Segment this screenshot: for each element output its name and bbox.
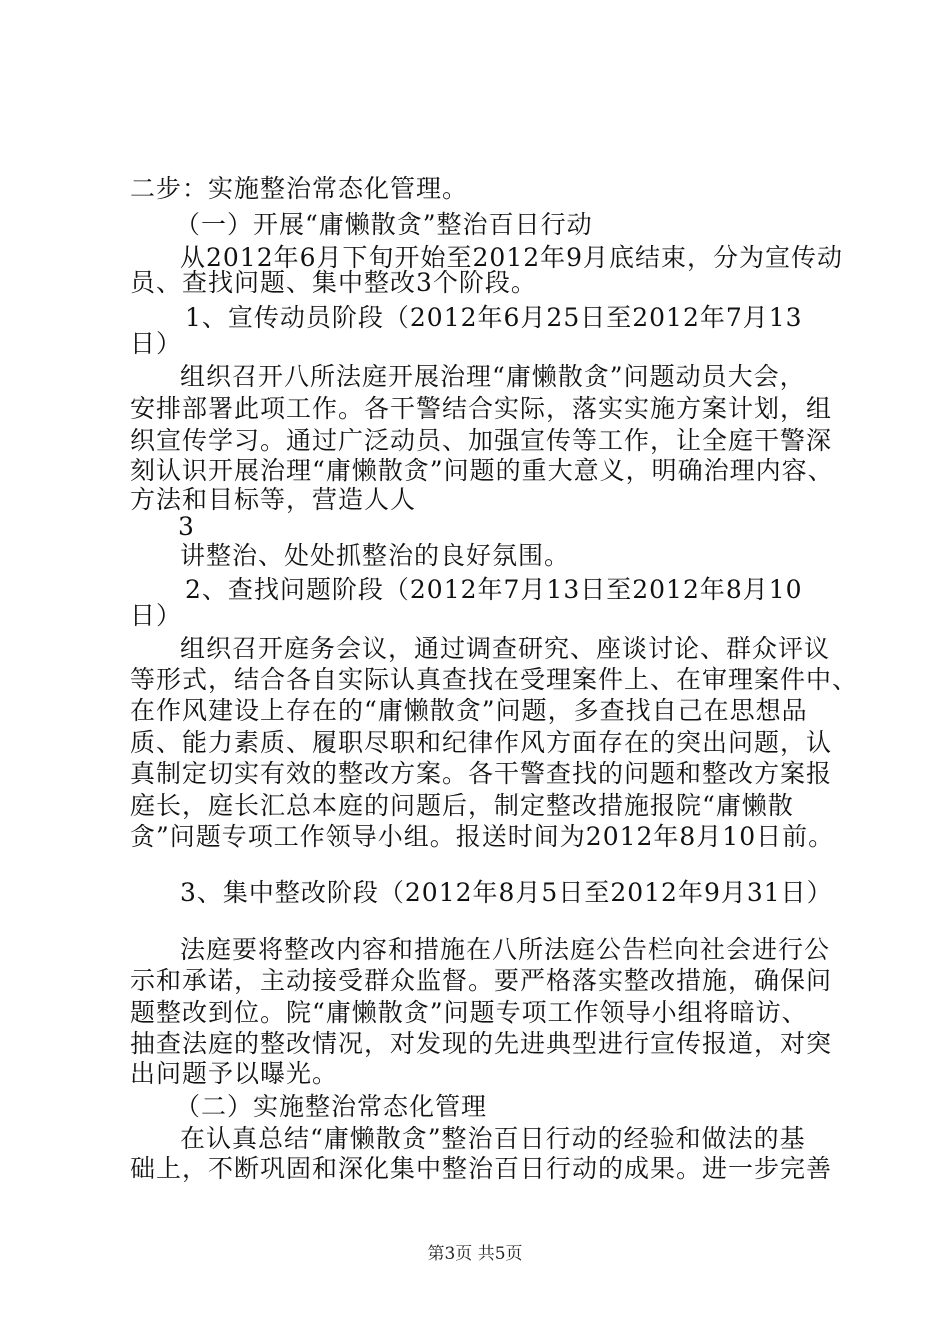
text-line: 日）: [130, 329, 183, 358]
text-line: 日）: [130, 601, 183, 630]
text-line: 础上，不断巩固和深化集中整治百日行动的成果。进一步完善: [130, 1154, 833, 1183]
text-line: 法庭要将整改内容和措施在八所法庭公告栏向社会进行公: [180, 935, 831, 964]
text-line: 质、能力素质、履职尽职和纪律作风方面存在的突出问题，认: [130, 728, 833, 757]
text-line: 组织召开庭务会议，通过调查研究、座谈讨论、群众评议: [180, 634, 831, 663]
subsection-heading: 1、宣传动员阶段（2012年6月25日至2012年7月13: [185, 303, 803, 332]
text-line: 出问题予以曝光。: [130, 1059, 339, 1088]
text-line: 方法和目标等，营造人人: [130, 485, 417, 514]
page-footer: 第3页 共5页: [427, 1244, 523, 1264]
text-line: 示和承诺，主动接受群众监督。要严格落实整改措施，确保问: [130, 966, 833, 995]
text-line: 织宣传学习。通过广泛动员、加强宣传等工作，让全庭干警深: [130, 426, 833, 455]
text-line: 员、查找问题、集中整改3个阶段。: [130, 268, 537, 297]
text-line: 从2012年6月下旬开始至2012年9月底结束，分为宣传动: [180, 243, 844, 272]
text-line: 庭长，庭长汇总本庭的问题后，制定整改措施报院“庸懒散: [130, 791, 794, 820]
text-line: 真制定切实有效的整改方案。各干警查找的问题和整改方案报: [130, 759, 833, 788]
text-line: 刻认识开展治理“庸懒散贪”问题的重大意义，明确治理内容、: [130, 456, 834, 485]
section-heading: （一）开展“庸懒散贪”整治百日行动: [175, 210, 593, 239]
text-line: 二步：实施整治常态化管理。: [130, 174, 469, 203]
text-line: 在作风建设上存在的“庸懒散贪”问题，多查找自己在思想品: [130, 696, 808, 725]
page-marker: 3: [178, 512, 195, 541]
section-heading: （二）实施整治常态化管理: [175, 1092, 488, 1121]
text-line: 贪”问题专项工作领导小组。报送时间为2012年8月10日前。: [130, 822, 835, 851]
text-line: 抽查法庭的整改情况，对发现的先进典型进行宣传报道，对突: [130, 1029, 833, 1058]
text-line: 组织召开八所法庭开展治理“庸懒散贪”问题动员大会，: [180, 362, 806, 391]
text-line: 讲整治、处处抓整治的良好氛围。: [180, 541, 571, 570]
subsection-heading: 2、查找问题阶段（2012年7月13日至2012年8月10: [185, 575, 803, 604]
text-line: 安排部署此项工作。各干警结合实际，落实实施方案计划，组: [130, 394, 833, 423]
text-line: 等形式，结合各自实际认真查找在受理案件上、在审理案件中、: [130, 665, 859, 694]
text-line: 题整改到位。院“庸懒散贪”问题专项工作领导小组将暗访、: [130, 998, 808, 1027]
text-line: 在认真总结“庸懒散贪”整治百日行动的经验和做法的基: [180, 1124, 806, 1153]
subsection-heading: 3、集中整改阶段（2012年8月5日至2012年9月31日）: [180, 878, 833, 907]
